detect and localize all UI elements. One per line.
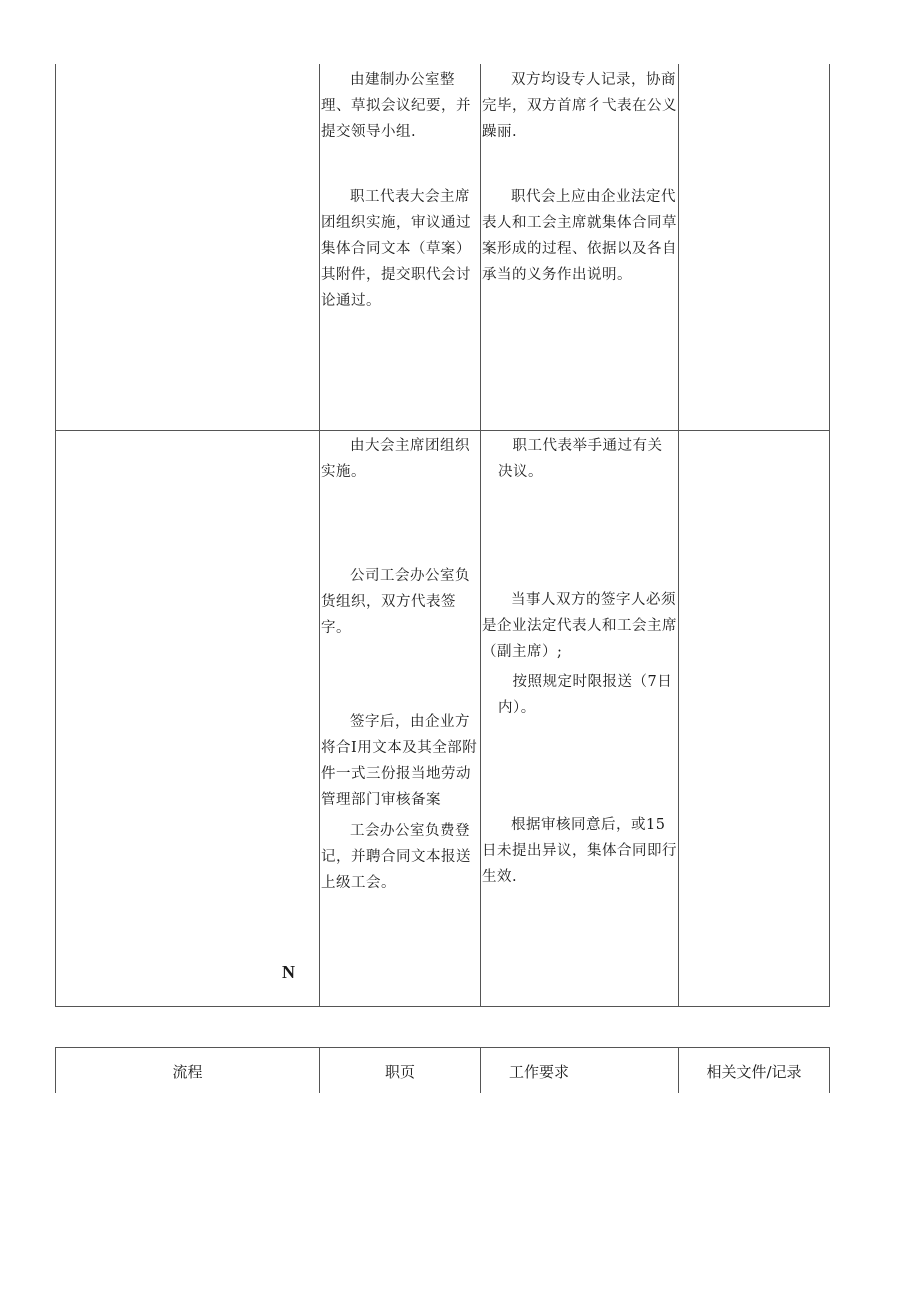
table-divider-col1 <box>319 64 320 1007</box>
duty-text: 工会办公室负费登记，并聘合同文本报送上级工会。 <box>321 823 471 891</box>
section1-requirement-2 <box>482 184 677 288</box>
header-requirement: 工作要求 <box>508 1063 569 1081</box>
section2-duty-3 <box>321 709 479 813</box>
duty-text: 职工代表大会主席团组织实施，审议通过集体合同文本（草案）其附件，提交职代会讨论通过。 <box>321 189 471 309</box>
requirement-text: 根据审核同意后，或15日未提出异议，集体合同即行生效. <box>482 817 677 885</box>
table-border-bottom <box>55 1006 830 1007</box>
duty-text: 由大会主席团组织实施。 <box>321 438 470 480</box>
requirement-text: 按照规定时限报送（7日内）。 <box>498 674 673 716</box>
header-duty: 职页 <box>384 1063 415 1081</box>
section2-requirement-4 <box>482 812 677 890</box>
table-border-left <box>55 64 56 1007</box>
section1-requirement-1 <box>482 67 677 145</box>
section2-requirement-2 <box>482 587 677 665</box>
flow-marker: N <box>282 962 295 982</box>
section2-duty-1 <box>321 433 479 485</box>
section1-duty-2 <box>321 184 479 314</box>
section2-duty-2 <box>321 563 479 641</box>
duty-text: 公司工会办公室负货组织，双方代表签字。 <box>321 568 470 636</box>
header-border-top <box>55 1047 830 1048</box>
duty-text: 由建制办公室整理、草拟会议纪要，并提交领导小组. <box>321 72 471 140</box>
section2-requirement-3 <box>482 669 677 721</box>
duty-text: 签字后，由企业方将合Ⅰ用文本及其全部附件一式三份报当地劳动管理部门审核备案 <box>321 714 478 808</box>
table-divider-col3 <box>678 64 679 1007</box>
header-documents: 相关文件/记录 <box>706 1063 802 1081</box>
header-process: 流程 <box>172 1063 203 1081</box>
section2-requirement-1 <box>482 433 677 485</box>
section1-duty-1 <box>321 67 479 145</box>
section2-duty-4 <box>321 818 479 896</box>
requirement-text: 职工代表举手通过有关决议。 <box>498 438 663 480</box>
table-row-divider <box>55 430 830 431</box>
requirement-text: 职代会上应由企业法定代表人和工会主席就集体合同草案形成的过程、依据以及各自承当的义务作出说明。 <box>482 189 677 283</box>
header-border-right <box>829 1047 830 1093</box>
table-border-right <box>829 64 830 1007</box>
table-divider-col2 <box>480 64 481 1007</box>
requirement-text: 双方均设专人记录，协商完毕，双方首席彳弋表在公义躁丽. <box>482 72 677 140</box>
requirement-text: 当事人双方的签字人必须是企业法定代表人和工会主席（副主席）; <box>482 592 677 660</box>
